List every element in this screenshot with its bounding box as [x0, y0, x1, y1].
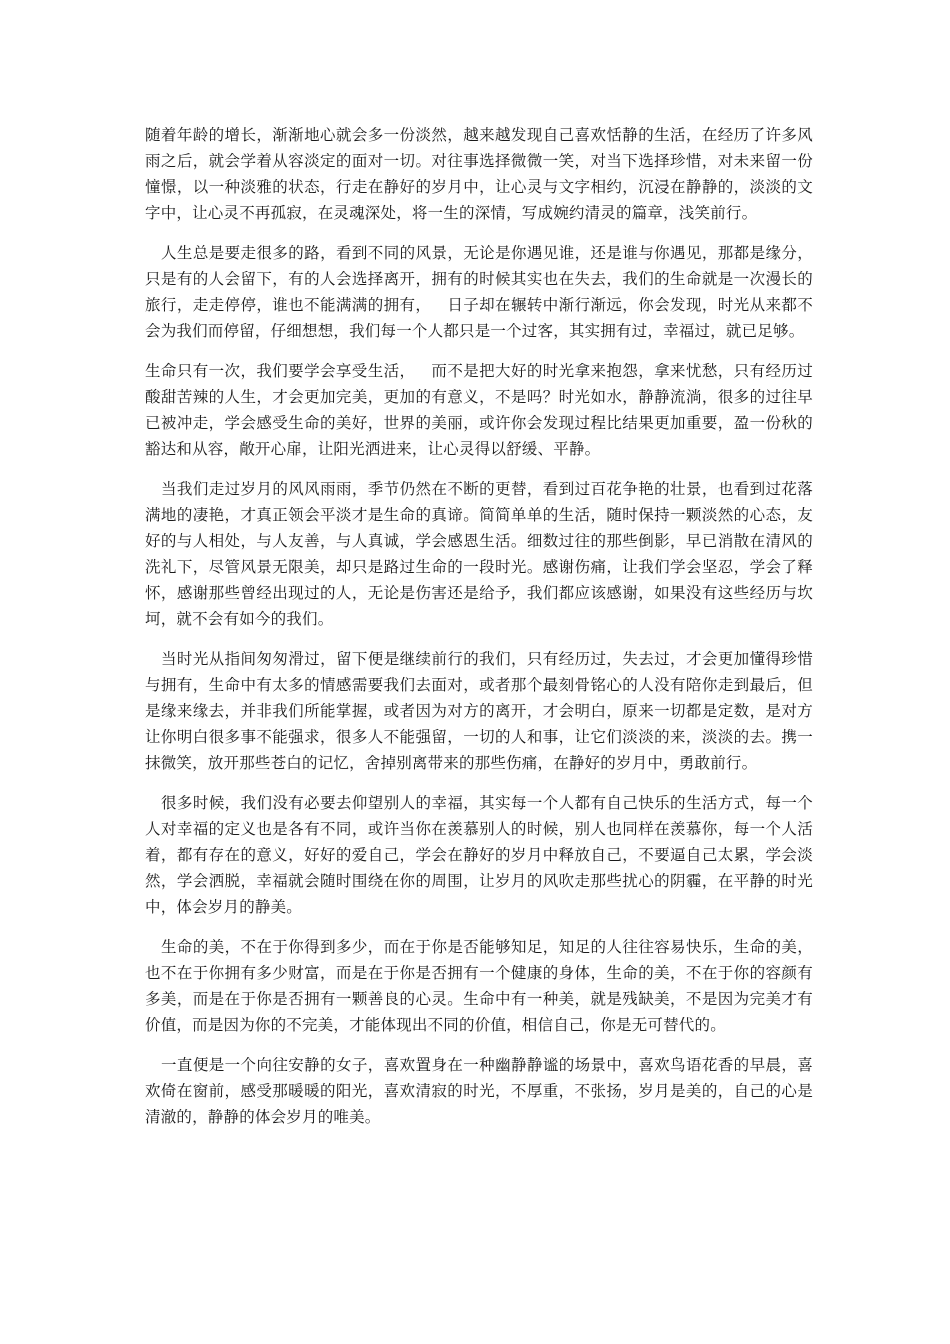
paragraph: 当我们走过岁月的风风雨雨，季节仍然在不断的更替，看到过百花争艳的壮景，也看到过花落满地的凄艳，才真正领会平淡才是生命的真谛。简简单单的生活，随时保持一颗淡然的心态，友好的与人相处，与人友善，与人真诚，学会感恩生活。细数过往的那些倒影，早已消散在清风的洗礼下，尽管风景无限美，却只是路过生命的一段时光。感谢伤痛，让我们学会坚忍，学会了释怀，感谢那些曾经出现过的人，无论是伤害还是给予，我们都应该感谢，如果没有这些经历与坎坷，就不会有如今的我们。	[145, 480, 814, 628]
paragraph: 生命只有一次，我们要学会享受生活， 而不是把大好的时光拿来抱怨，拿来忧愁，只有经历过酸甜苦辣的人生，才会更加完美，更加的有意义，不是吗？时光如水，静静流淌，很多的过往早已被冲走，学会感受生命的美好，世界的美丽，或许你会发现过程比结果更加重要，盈一份秋的豁达和从容，敞开心扉，让阳光洒进来，让心灵得以舒缓、平静。	[145, 362, 813, 458]
document-body	[145, 122, 813, 1144]
paragraph: 一直便是一个向往安静的女子，喜欢置身在一种幽静静谧的场景中，喜欢鸟语花香的早晨，喜欢倚在窗前，感受那暖暖的阳光，喜欢清寂的时光，不厚重，不张扬，岁月是美的，自己的心是清澈的，静静的体会岁月的唯美。	[145, 1056, 814, 1126]
paragraph: 随着年龄的增长，渐渐地心就会多一份淡然，越来越发现自己喜欢恬静的生活，在经历了许多风雨之后，就会学着从容淡定的面对一切。对往事选择微微一笑，对当下选择珍惜，对未来留一份憧憬，以一种淡雅的状态，行走在静好的岁月中，让心灵与文字相约，沉浸在静静的，淡淡的文字中，让心灵不再孤寂，在灵魂深处，将一生的深情，写成婉约清灵的篇章，浅笑前行。	[145, 126, 813, 222]
paragraph: 人生总是要走很多的路，看到不同的风景，无论是你遇见谁，还是谁与你遇见，那都是缘分，只是有的人会留下，有的人会选择离开，拥有的时候其实也在失去，我们的生命就是一次漫长的旅行，走走停停，谁也不能满满的拥有， 日子却在辗转中渐行渐远，你会发现，时光从来都不会为我们而停留，仔细想想，我们每一个人都只是一个过客，其实拥有过，幸福过，就已足够。	[145, 244, 814, 340]
paragraph: 很多时候，我们没有必要去仰望别人的幸福，其实每一个人都有自己快乐的生活方式，每一个人对幸福的定义也是各有不同，或许当你在羡慕别人的时候，别人也同样在羡慕你，每一个人活着，都有存在的意义，好好的爱自己，学会在静好的岁月中释放自己，不要逼自己太累，学会淡然，学会洒脱，幸福就会随时围绕在你的周围，让岁月的风吹走那些扰心的阴霾，在平静的时光中，体会岁月的静美。	[145, 794, 814, 916]
paragraph: 生命的美，不在于你得到多少，而在于你是否能够知足，知足的人往往容易快乐，生命的美，也不在于你拥有多少财富，而是在于你是否拥有一个健康的身体，生命的美，不在于你的容颜有多美，而是在于你是否拥有一颗善良的心灵。生命中有一种美，就是残缺美，不是因为完美才有价值，而是因为你的不完美，才能体现出不同的价值，相信自己，你是无可替代的。	[145, 938, 814, 1034]
paragraph: 当时光从指间匆匆滑过，留下便是继续前行的我们，只有经历过，失去过，才会更加懂得珍惜与拥有，生命中有太多的情感需要我们去面对，或者那个最刻骨铭心的人没有陪你走到最后，但是缘来缘去，并非我们所能掌握，或者因为对方的离开，才会明白，原来一切都是定数，是对方让你明白很多事不能强求，很多人不能强留，一切的人和事，让它们淡淡的来，淡淡的去。携一抹微笑，放开那些苍白的记忆，舍掉别离带来的那些伤痛，在静好的岁月中，勇敢前行。	[145, 650, 814, 772]
